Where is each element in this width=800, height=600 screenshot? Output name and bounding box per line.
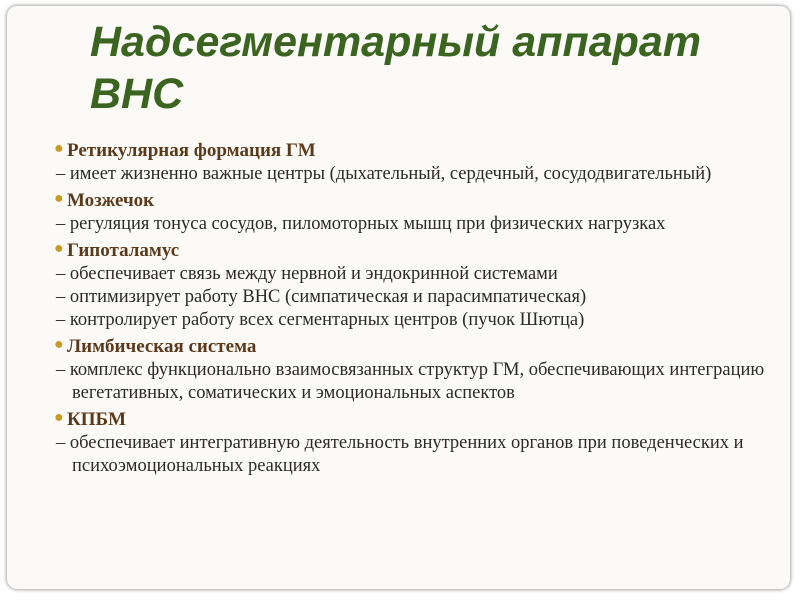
slide-content — [47, 138, 787, 478]
section-cerebellum — [47, 188, 787, 236]
section-heading: Гипоталамус — [67, 240, 180, 261]
slide-frame — [7, 6, 790, 589]
bullet-icon: ● — [54, 240, 64, 257]
section-hypothalamus — [47, 238, 787, 332]
bullet-icon: ● — [54, 140, 64, 157]
bullet-icon: ● — [54, 409, 64, 426]
bullet-icon: ● — [54, 190, 64, 207]
list-item: – имеет жизненно важные центры (дыхательный, сердечный, сосудодвигательный) — [56, 164, 712, 184]
section-kpbm — [47, 407, 787, 478]
list-item: – оптимизирует работу ВНС (симпатическая и парасимпатическая) — [56, 287, 587, 307]
section-heading: Мозжечок — [67, 190, 155, 211]
list-item: – контролирует работу всех сегментарных центров (пучок Шютца) — [56, 310, 585, 330]
list-item: – обеспечивает связь между нервной и эндокринной системами — [56, 264, 558, 284]
list-item: – комплекс функционально взаимосвязанных структур ГМ, обеспечивающих интеграцию вегетативных, соматических и эмоциональных аспектов — [56, 360, 765, 403]
list-item: – обеспечивает интегративную деятельность внутренних органов при поведенческих и психоэмоциональных реакциях — [56, 433, 744, 476]
section-limbic-system — [47, 334, 787, 405]
section-heading: Лимбическая система — [67, 336, 257, 357]
section-heading: Ретикулярная формация ГМ — [67, 140, 316, 161]
bullet-icon: ● — [54, 336, 64, 353]
slide-title: Надсегментарный аппарат ВНС — [90, 18, 702, 118]
section-reticular-formation — [47, 138, 787, 186]
section-heading: КПБМ — [67, 409, 127, 430]
list-item: – регуляция тонуса сосудов, пиломоторных мышц при физических нагрузках — [56, 214, 666, 234]
